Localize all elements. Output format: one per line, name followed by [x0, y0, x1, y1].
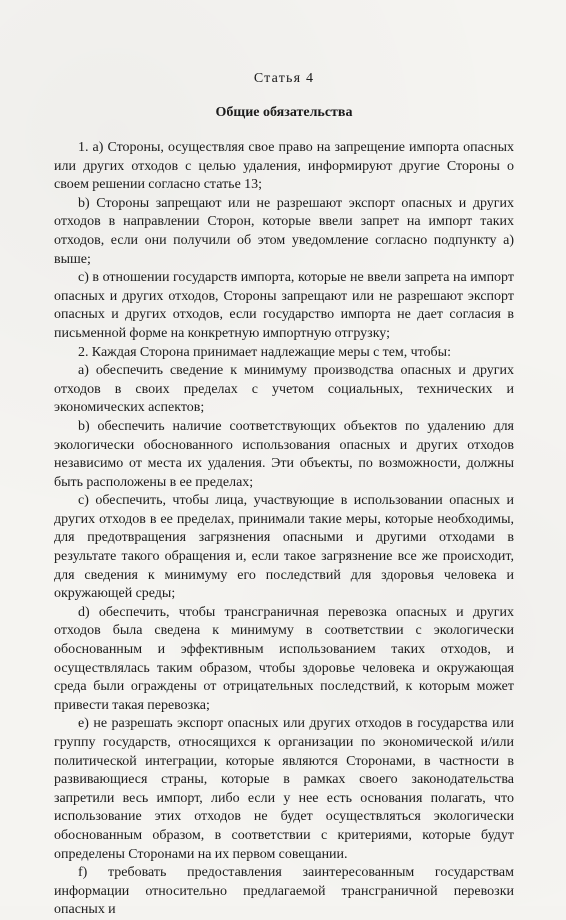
paragraph-2e: e) не разрешать экспорт опасных или других отходов в государства или группу государств, относящихся к организации по экономической и/или политической интеграции, которые являются Сторонами, в частности в развивающиеся страны, которые в рамках своего законодательства запретили весь импорт, либо если у нее есть основания полагать, что использование этих отходов не будет осуществляться экологически обоснованным образом, в соответствии с критериями, которые будут определены Сторонами на их первом совещании. [54, 716, 514, 862]
paragraph-2a: a) обеспечить сведение к минимуму производства опасных и других отходов в своих пределах с учетом социальных, технических и экономических аспектов; [54, 363, 514, 416]
paragraph-2: 2. Каждая Сторона принимает надлежащие меры с тем, чтобы: [78, 344, 451, 360]
paragraph-1b: b) Стороны запрещают или не разрешают экспорт опасных и других отходов в направлении Сторон, которые ввели запрет на импорт таких отходов, если они получили об этом уведомление согласно подпункту a) выше; [54, 195, 514, 267]
article-title: Общие обязательства [215, 105, 353, 120]
paragraph-2d: d) обеспечить, чтобы трансграничная перевозка опасных и других отходов была сведена к минимуму в соответствии с экологически обоснованным и эффективным использованием таких отходов, и осуществлялась таким образом, чтобы здоровье человека и окружающая среда были ограждены от отрицательных последствий, к которым может привести такая перевозка; [54, 604, 514, 713]
paragraph-2f: f) требовать предоставления заинтересованным государствам информации относительно предлагаемой трансграничной перевозки опасных и [54, 865, 514, 918]
article-number: Статья 4 [253, 71, 315, 86]
paragraph-2b: b) обеспечить наличие соответствующих объектов по удалению для экологически обоснованного использования опасных и других отходов независимо от места их удаления. Эти объекты, по возможности, должны быть расположены в ее пределах; [54, 418, 514, 490]
paragraph-1a: 1. a) Стороны, осуществляя свое право на запрещение импорта опасных или других отходов с целью удаления, информируют другие Стороны о своем решении согласно статье 13; [54, 140, 514, 193]
paragraph-1c: c) в отношении государств импорта, которые не ввели запрета на импорт опасных и других отходов, Стороны запрещают или не разрешают экспорт опасных и других отходов, если государство импорта не дает согласия в письменной форме на конкретную импортную отгрузку; [54, 270, 514, 341]
paragraph-2c: c) обеспечить, чтобы лица, участвующие в использовании опасных и других отходов в ее пределах, принимали такие меры, которые необходимы, для предотвращения загрязнения опасными и другими отходами в результате такого обращения и, если такое загрязнение все же происходит, для сведения к минимуму его последствий для здоровья человека и окружающей среды; [54, 493, 514, 602]
